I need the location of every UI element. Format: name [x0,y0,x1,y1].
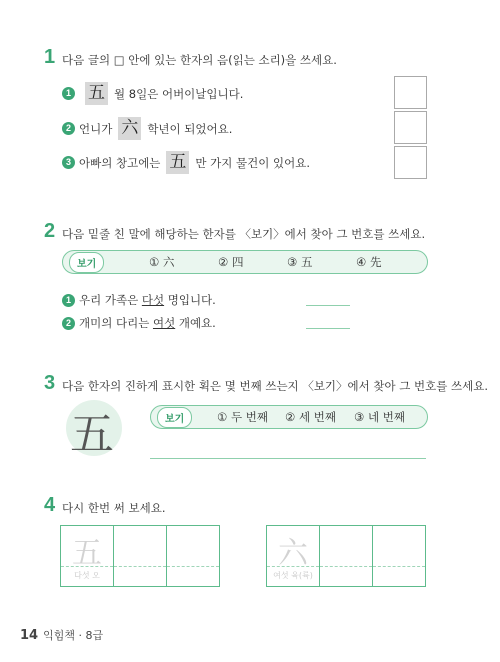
example-option: ② 세 번째 [285,410,336,424]
question-4-instruction: 다시 한번 써 보세요. [62,501,166,515]
hanja-box: 五 [85,82,108,105]
writing-cell[interactable] [373,526,425,586]
example-option: ① 두 번째 [217,410,268,424]
question-2-instruction: 다음 밑줄 친 말에 해당하는 한자를 〈보기〉에서 찾아 그 번호를 쓰세요. [62,227,426,241]
trace-label: 다섯 오 [74,571,100,580]
page-number: 14 [20,628,39,643]
question-number-3: 3 [44,372,56,394]
answer-box-1[interactable] [394,76,427,109]
writing-cell[interactable] [320,526,373,586]
answer-field-2[interactable] [306,305,350,329]
writing-grid-1 [60,525,220,587]
trace-label: 여섯 육(륙) [273,571,313,580]
example-box [62,250,428,274]
trace-hanja: 五 [72,536,102,571]
item-number-badge: 1 [62,87,75,100]
writing-grid-2 [266,525,426,587]
writing-cell[interactable] [114,526,167,586]
sentence-text: 아빠의 창고에는 [79,155,161,170]
question-number-2: 2 [44,220,56,242]
item-number-badge: 1 [62,294,75,307]
example-option: ③ 五 [287,255,313,269]
writing-cell[interactable] [167,526,219,586]
item-number-badge: 2 [62,317,75,330]
question-1-instruction: 다음 글의 □ 안에 있는 한자의 음(읽는 소리)을 쓰세요. [62,53,337,67]
q1-item-1 [62,82,243,105]
underlined-word: 다섯 [141,293,165,307]
example-option: ④ 先 [356,255,382,269]
answer-line[interactable] [150,458,426,459]
sentence-text: 개미의 다리는 여섯 개예요. [79,316,216,330]
example-box [150,405,428,429]
stroke-hanja: 五 [70,409,114,460]
item-number-badge: 2 [62,122,75,135]
hanja-box: 六 [118,117,141,140]
question-number-4: 4 [44,494,56,516]
example-option: ② 四 [218,255,244,269]
sentence-text: 학년이 되었어요. [147,121,233,136]
example-option: ① 六 [149,255,175,269]
question-number-1: 1 [44,46,56,68]
example-option: ③ 네 번째 [354,410,405,424]
sentence-text: 언니가 [79,121,113,136]
sentence-text: 우리 가족은 다섯 명입니다. [79,293,216,307]
page-footer [20,627,103,643]
sentence-text: 만 가지 물건이 있어요. [195,155,311,170]
q2-item-1 [62,292,216,308]
trace-hanja: 六 [278,536,308,571]
answer-box-2[interactable] [394,111,427,144]
q2-item-2 [62,315,216,331]
answer-box-3[interactable] [394,146,427,179]
sentence-text: 월 8일은 어버이날입니다. [114,86,244,101]
question-3-instruction: 다음 한자의 진하게 표시한 획은 몇 번째 쓰는지 〈보기〉에서 찾아 그 번호를 쓰세요. [62,379,489,393]
q1-item-3 [62,151,310,174]
example-label: 보기 [157,407,192,428]
item-number-badge: 3 [62,156,75,169]
q1-item-2 [62,117,232,140]
footer-text: 익힘책 · 8급 [43,629,104,642]
hanja-box: 五 [166,151,189,174]
trace-cell[interactable] [267,526,320,586]
underlined-word: 여섯 [152,316,176,330]
trace-cell[interactable] [61,526,114,586]
example-label: 보기 [69,252,104,273]
